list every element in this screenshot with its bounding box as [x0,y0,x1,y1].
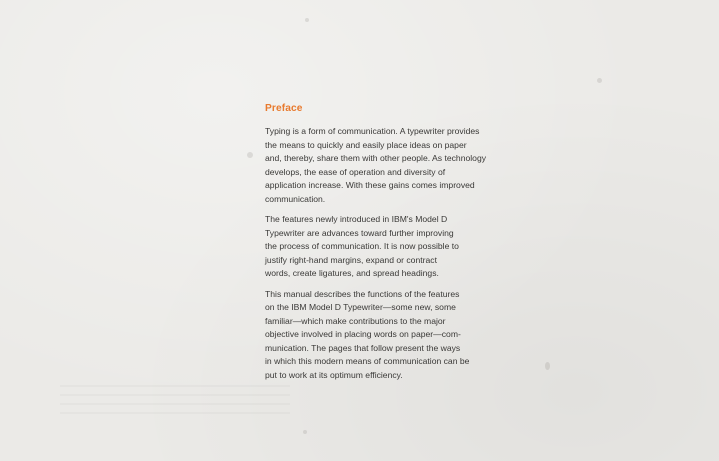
paragraph-line: Typing is a form of communication. A typewriter provides [265,126,480,136]
paragraph-line: The features newly introduced in IBM's Model D [265,214,448,224]
paragraph-line: put to work at its optimum efficiency. [265,369,403,380]
paragraph-line: Typewriter are advances toward further improving [265,227,454,238]
paragraph-3 [265,288,535,383]
page-title: Preface [265,103,303,114]
paper-speck [247,152,253,158]
preface-body [265,125,535,382]
paper-speck [303,430,307,434]
paragraph-line: This manual describes the functions of the features [265,288,460,299]
paper-speck [545,362,550,370]
paper-speck [597,78,602,83]
paragraph-line: munication. The pages that follow present the ways [265,342,461,353]
paragraph-2 [265,213,535,281]
show-through-line [60,403,290,405]
show-through-line [60,385,290,387]
preface-section [265,103,535,389]
paragraph-line: in which this modern means of communication can be [265,356,470,366]
paragraph-line: on the IBM Model D Typewriter—some new, some [265,302,456,312]
paragraph-1 [265,125,535,206]
paragraph-line: justify right-hand margins, expand or contract [265,254,437,265]
show-through-line [60,412,290,414]
paragraph-line: application increase. With these gains comes improved [265,180,475,190]
show-through-text [60,385,290,421]
paper-speck [305,18,309,22]
paragraph-line: and, thereby, share them with other people. As technology [265,153,487,163]
paragraph-line: words, create ligatures, and spread headings. [265,268,439,278]
paragraph-line: develops, the ease of operation and diversity of [265,166,446,177]
paragraph-line: objective involved in placing words on paper—com- [265,329,461,339]
paragraph-line: communication. [265,193,326,204]
paragraph-line: the process of communication. It is now possible to [265,241,459,251]
show-through-line [60,394,290,396]
paragraph-line: the means to quickly and easily place ideas on paper [265,139,467,150]
paragraph-line: familiar—which make contributions to the major [265,315,446,326]
